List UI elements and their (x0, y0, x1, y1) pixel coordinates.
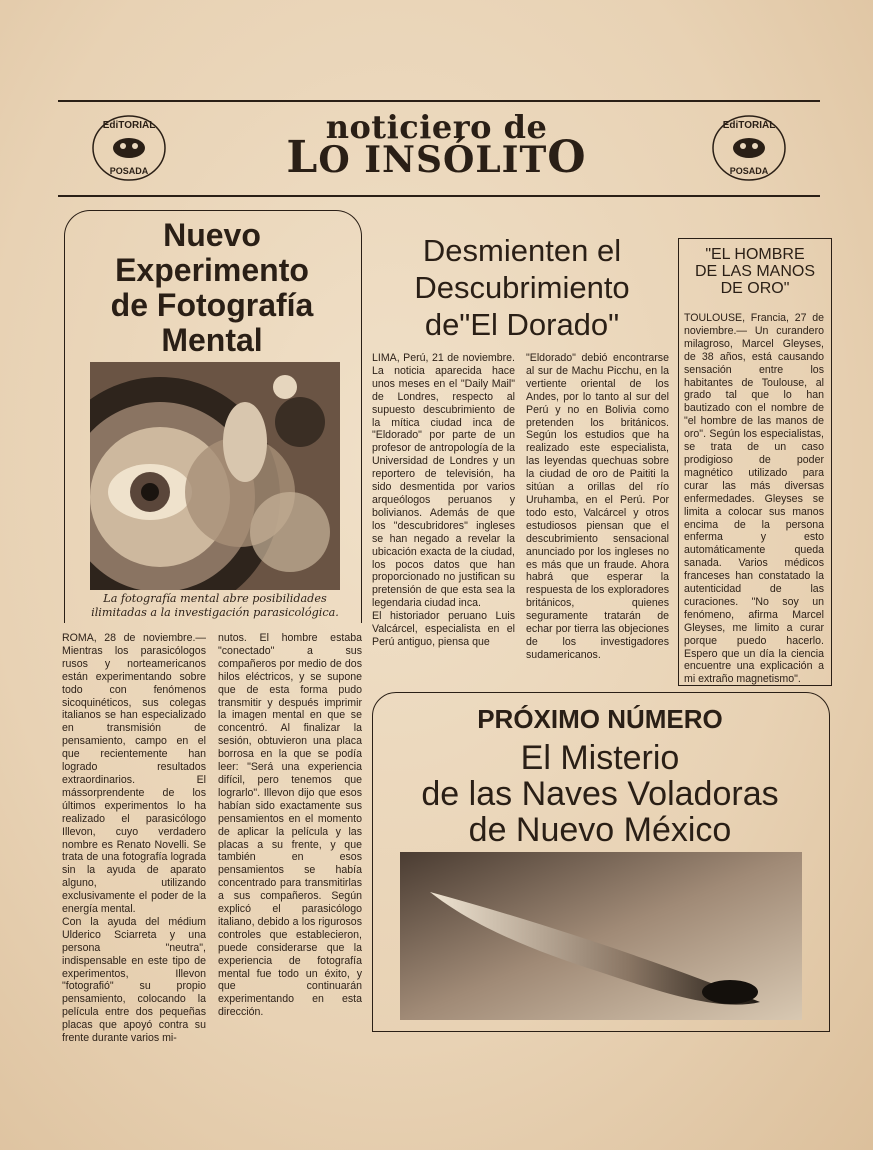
logo-text-bottom: POSADA (729, 166, 769, 176)
article2-headline: Desmienten el Descubrimiento de"El Dorado" (414, 233, 630, 342)
article2-column-2: "Eldorado" debió encontrarse al sur de Machu Picchu, en la vertiente oriental de los Andes, por lo tanto al sur del Perú y no en Bolivia como pretenden los británicos. Según los estudios que ha realizado este especialista, las leyendas quechuas sobre la ciudad de oro de Paititi la sitúan a orillas del río Uruhamba, en el Perú. Por todo esto, Valcárcel y otros estudiosos piensan que el descubrimiento sensacional anunciado por los ingleses no es más que un fraude. Ahora habrá que esperar la respuesta de los exploradores británicos, quienes seguramente tratarán de echar por tierra las objeciones de los investigadores sudamericanos. (526, 352, 669, 661)
logo-text-bottom: POSADA (109, 166, 149, 176)
article3-headline: "EL HOMBRE DE LAS MANOS DE ORO" (694, 246, 816, 297)
masthead-bottom-rule (58, 195, 820, 197)
masthead-title-line1: noticiero de (325, 108, 548, 146)
article1-headline: Nuevo Experimento de Fotografía Mental (110, 217, 314, 358)
masthead-title-line2: LO INSÓLITO (286, 132, 587, 183)
article4-ufo-photo (400, 852, 802, 1020)
article4-kicker: PRÓXIMO NÚMERO (477, 704, 723, 734)
article1-caption: La fotografía mental abre posibilidades ilimitadas a la investigación parasicológica. (91, 592, 339, 619)
article2-column-1: LIMA, Perú, 21 de noviembre. La noticia aparecida hace unos meses en el "Daily Mail" de Londres, respecto al supuesto descubrimiento de la mítica ciudad inca de "Eldorado" por parte de un profesor de antropología de la Universidad de Londres y un reportero de televisión, ha sido desmentida por varios arqueólogos peruanos y bolivianos. Además de que los "descubridores" ingleses se han negado a revelar la ubicación exacta de la ciudad, los pocos datos que han proporcionado no justifican su pretensión de que esta sea la legendaria ciudad inca. El historiador peruano Luis Valcárcel, especialista en el Perú antiguo, piensa que (372, 352, 515, 648)
logo-text-top: EdiTORIAL (722, 120, 776, 131)
article1-photo (90, 362, 340, 590)
article4-headline: El Misterio de las Naves Voladoras de Nuevo México (421, 739, 779, 849)
article3-body: TOULOUSE, Francia, 27 de noviembre.— Un curandero milagroso, Marcel Gleyses, de 38 años, está causando sensación entre los habitantes de Toulouse, al grado tal que lo han bautizado con el nombre de "el hombre de las manos de oro". Según los especialistas, se trata de un caso prodigioso de poder magnético utilizado para curar las más diversas enfermedades. Gleyses se limita a colocar sus manos encima de la persona enferma y esto automáticamente queda sanada. Varios médicos franceses han constatado la autenticidad de las curaciones. "No soy un fenómeno, afirma Marcel Gleyses, me limito a curar porque puedo hacerlo. Espero que un día la ciencia encuentre una explicación a mi extraño magnetismo". (684, 312, 824, 686)
top-rule (58, 100, 820, 102)
logo-text-top: EdiTORIAL (102, 120, 156, 131)
article1-column-1: ROMA, 28 de noviembre.— Mientras los parasicólogos rusos y norteamericanos están experimentando sobre todo con fenómenos sicoquinéticos, sus colegas italianos se han especializado en transmisión de pensamiento, campo en el que recientemente han logrado resultados extraordinarios. El mássorprendente de los últimos experimentos lo ha realizado el parasicólogo Illevon, cuyo verdadero nombre es Renato Novelli. Se trata de una fotografía lograda sin la ayuda de aparato alguno, utilizando exclusivamente el poder de la energía mental. Con la ayuda del médium Ulderico Sciarreta y una persona "neutra", indispensable en este tipo de experimentos, Illevon "fotografió" su propio pensamiento, colocando la película entre dos pequeñas placas que apoyó contra su frente durante varios mi- (62, 632, 206, 1045)
article1-column-2: nutos. El hombre estaba "conectado" a sus compañeros por medio de dos hilos eléctricos, y se supone que de esta forma pudo transmitir y después imprimir la imagen mental en que se concentró. Al finalizar la sesión, obtuvieron una placa borrosa en la que se podía leer: "Será una experiencia difícil, pero tenemos que lograrlo". Illevon dijo que esos habían sido exactamente sus pensamientos en el momento de aplicar la película y las placas a su frente, y que también en esos pensamientos se había concentrado para transmitirlas a sus compañeros. Según explicó el parasicólogo italiano, debido a los rigurosos controles que establecieron, puede considerarse que la experiencia de fotografía mental fue todo un éxito, y que continuarán experimentando en esta dirección. (218, 632, 362, 1019)
